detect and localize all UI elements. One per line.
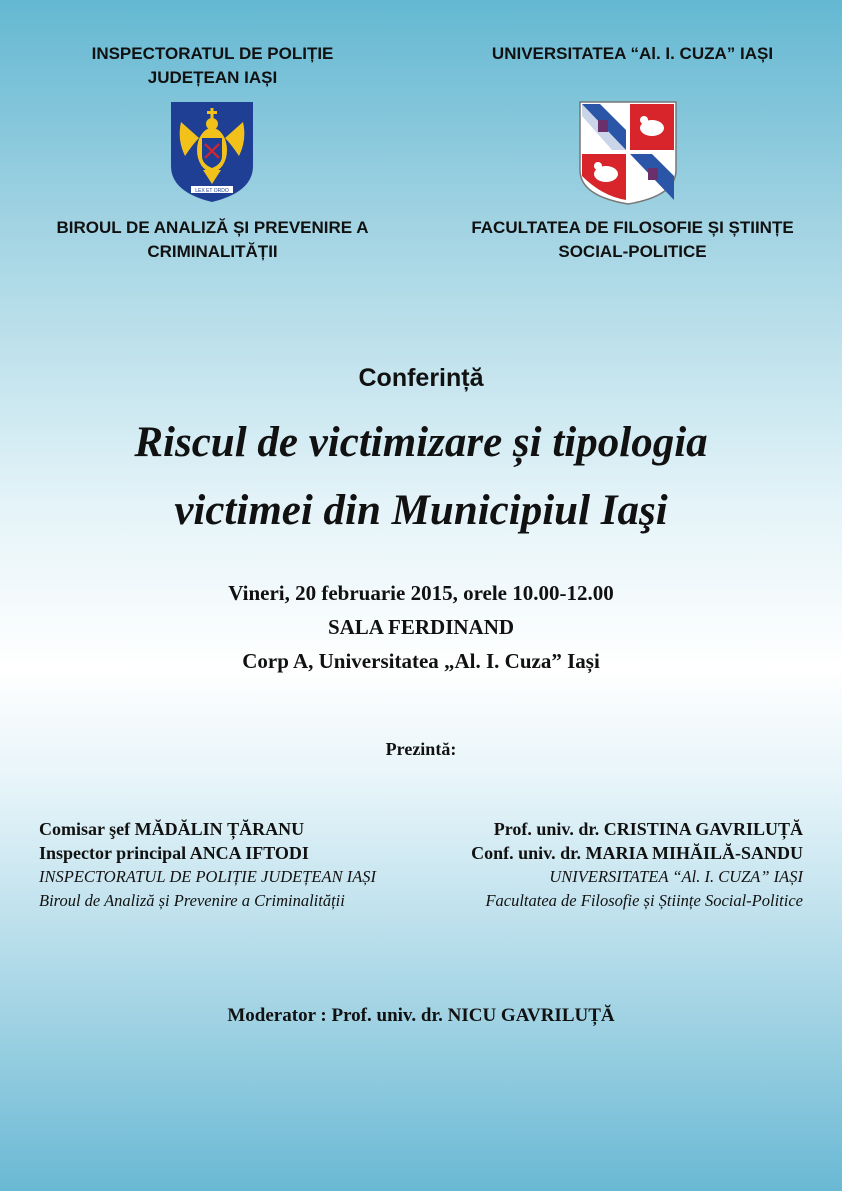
faculty-name [445,216,820,264]
police-crest-icon [169,100,255,204]
police-department-name [40,216,385,264]
event-location: Corp A, Universitatea „Al. I. Cuza” Iași [242,649,600,673]
police-inspectorate-line2: JUDEȚEAN IAȘI [147,68,278,87]
moderator: Moderator : Prof. univ. dr. NICU GAVRILUȚĂ [227,1005,615,1026]
event-type: Conferință [358,364,484,392]
police-inspectorate-line1: INSPECTORATUL DE POLIȚIE [91,44,334,63]
faculty-line2: SOCIAL-POLITICE [558,242,707,261]
svg-text:LEX ET ORDO: LEX ET ORDO [195,188,229,194]
left-department: Biroul de Analiză și Prevenire a Criminalității [39,891,345,910]
left-presenter-2: Inspector principal ANCA IFTODI [39,843,309,863]
faculty-line1: FACULTATEA DE FILOSOFIE ȘI ȘTIINȚE [471,218,794,237]
presenters-heading: Prezintă: [385,739,457,759]
event-room: SALA FERDINAND [327,615,515,639]
left-presenters [39,817,376,913]
left-presenter-1: Comisar şef MĂDĂLIN ȚĂRANU [39,819,305,839]
police-department-line2: CRIMINALITĂȚII [147,242,278,261]
police-inspectorate-name [40,42,385,90]
university-crest-icon [578,100,678,206]
university-name: UNIVERSITATEA “Al. I. CUZA” IAȘI [491,44,774,63]
event-title-line1: Riscul de victimizare și tipologia [134,419,708,466]
right-institution: UNIVERSITATEA “Al. I. CUZA” IAȘI [549,867,803,886]
right-presenter-1: Prof. univ. dr. CRISTINA GAVRILUȚĂ [493,819,803,839]
right-presenters [471,817,803,913]
left-institution: INSPECTORATUL DE POLIȚIE JUDEȚEAN IAȘI [39,867,377,886]
right-department: Facultatea de Filosofie și Științe Social-Politice [485,891,803,910]
event-title-line2: victimei din Municipiul Iaşi [174,487,668,534]
right-presenter-2: Conf. univ. dr. MARIA MIHĂILĂ-SANDU [471,843,803,863]
event-date-time: Vineri, 20 februarie 2015, orele 10.00-12.00 [228,581,614,605]
police-department-line1: BIROUL DE ANALIZĂ ȘI PREVENIRE A [56,218,369,237]
